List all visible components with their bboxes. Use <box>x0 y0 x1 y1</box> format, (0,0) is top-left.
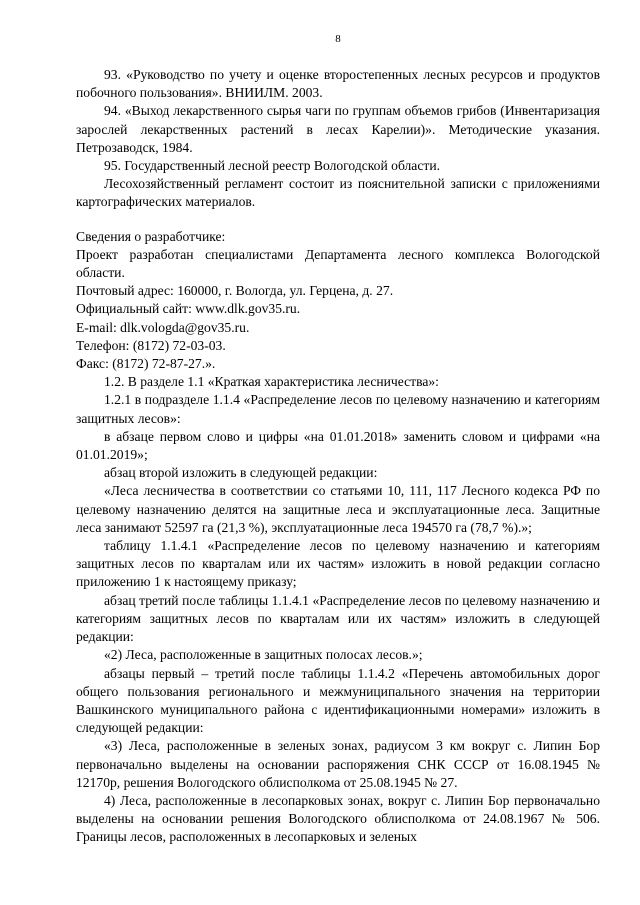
developer-fax: Факс: (8172) 72-87-27.». <box>76 356 216 372</box>
paragraph: «3) Леса, расположенные в зеленых зонах, радиусом 3 км вокруг с. Липин Бор первоначально выделены на основании распоряжения СНК СССР от 16.08.1945 № 12170р, решения Вологодского облисполкома от 25.08.1945 № 27. <box>76 738 600 790</box>
paragraph: таблицу 1.1.4.1 «Распределение лесов по целевому назначению и категориям защитных лесов по кварталам или их частям» изложить в новой редакции согласно приложению 1 к настоящему приказу; <box>76 538 600 590</box>
developer-site: Официальный сайт: www.dlk.gov35.ru. <box>76 301 301 317</box>
developer-heading: Сведения о разработчике: <box>76 228 226 244</box>
paragraph: «Леса лесничества в соответствии со статьями 10, 111, 117 Лесного кодекса РФ по целевому назначению делятся на защитные леса и эксплуатационные леса. Защитные леса занимают 52597 га (21,3 %), эксплуатационные леса 194570 га (78,7 %).»; <box>76 483 600 535</box>
reglament-note: Лесохозяйственный регламент состоит из пояснительной записки с приложениями картографических материалов. <box>76 176 600 210</box>
developer-phone: Телефон: (8172) 72-03-03. <box>76 337 226 353</box>
paragraph: абзац второй изложить в следующей редакции: <box>104 465 378 481</box>
spacer <box>76 212 600 228</box>
developer-email: E-mail: dlk.vologda@gov35.ru. <box>76 319 250 335</box>
reference-93: 93. «Руководство по учету и оценке второстепенных лесных ресурсов и продуктов побочного пользования». ВНИИЛМ. 2003. <box>76 67 600 101</box>
paragraph: абзац третий после таблицы 1.1.4.1 «Распределение лесов по целевому назначению и категориям защитных лесов по кварталам или их частям» изложить в следующей редакции: <box>76 592 600 645</box>
document-page <box>76 32 600 847</box>
developer-address: Почтовый адрес: 160000, г. Вологда, ул. Герцена, д. 27. <box>76 283 394 299</box>
paragraph: в абзаце первом слово и цифры «на 01.01.2018» заменить словом и цифрами «на 01.01.2019»; <box>76 428 600 463</box>
paragraph: 1.2. В разделе 1.1 «Краткая характеристика лесничества»: <box>104 374 439 390</box>
paragraph: 4) Леса, расположенные в лесопарковых зонах, вокруг с. Липин Бор первоначально выделены на основании решения Вологодского облисполкома от 24.08.1967 № 506. Границы лесов, расположенных в лесопарковых и зеленых <box>76 792 600 845</box>
reference-94: 94. «Выход лекарственного сырья чаги по группам объемов грибов (Инвентаризация зарослей лекарственных растений в лесах Карелии)». Методические указания. Петрозаводск, 1984. <box>76 103 600 155</box>
page-number: 8 <box>335 33 341 45</box>
reference-95: 95. Государственный лесной реестр Вологодской области. <box>104 158 440 174</box>
paragraph: 1.2.1 в подразделе 1.1.4 «Распределение лесов по целевому назначению и категориям защитных лесов»: <box>76 392 600 426</box>
paragraph: абзацы первый – третий после таблицы 1.1.4.2 «Перечень автомобильных дорог общего пользования регионального и межмуниципального значения на территории Вашкинского муниципального района с идентификационными номерами» изложить в следующей редакции: <box>76 665 600 736</box>
developer-project: Проект разработан специалистами Департамента лесного комплекса Вологодской области. <box>76 246 600 281</box>
paragraph: «2) Леса, расположенные в защитных полосах лесов.»; <box>104 647 423 663</box>
